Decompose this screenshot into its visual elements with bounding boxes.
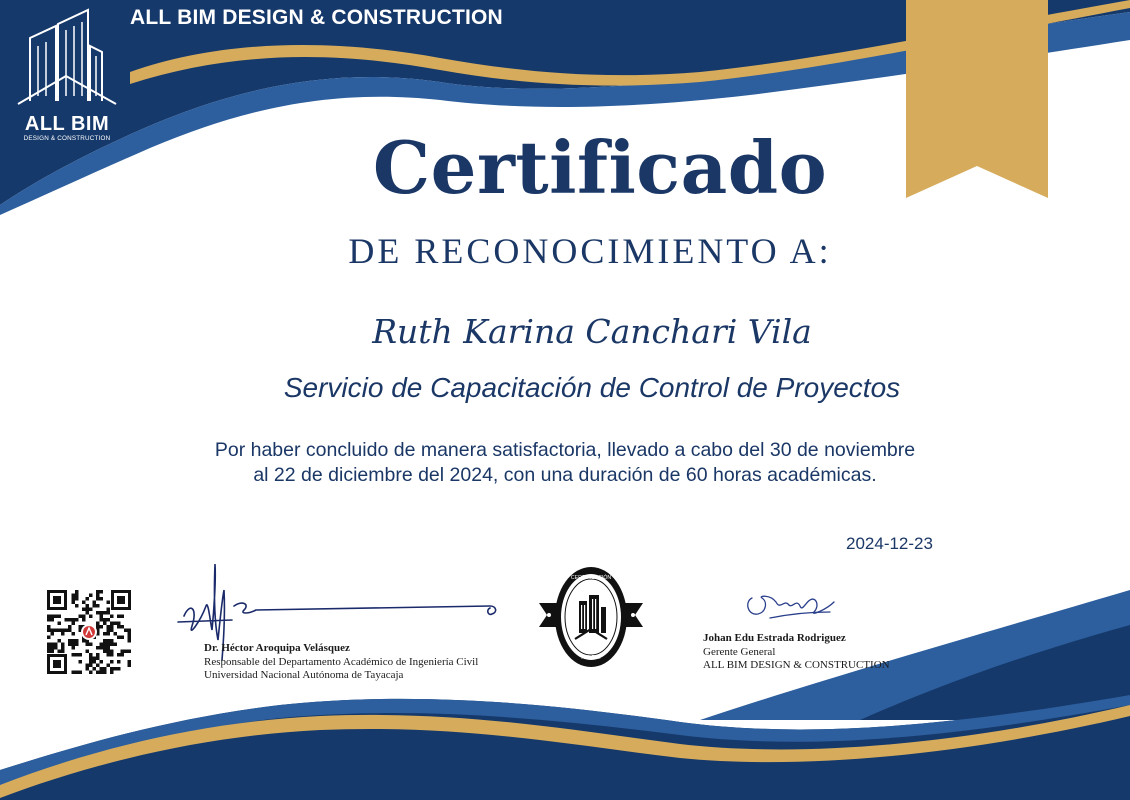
- building-logo-icon: [8, 6, 126, 116]
- qr-module: [89, 671, 93, 675]
- qr-module: [79, 625, 83, 629]
- qr-module: [47, 629, 51, 633]
- qr-module: [114, 632, 118, 636]
- qr-module: [68, 629, 72, 633]
- qr-module: [82, 608, 86, 612]
- qr-module: [128, 660, 132, 664]
- qr-module: [61, 643, 65, 647]
- qr-module: [103, 671, 107, 675]
- signatory-right: [703, 632, 890, 673]
- qr-module: [75, 604, 79, 608]
- qr-module: [100, 611, 104, 615]
- qr-module: [72, 671, 76, 675]
- qr-module: [103, 611, 107, 615]
- qr-module: [100, 597, 104, 601]
- qr-module: [107, 608, 111, 612]
- qr-module: [103, 622, 107, 626]
- qr-module: [68, 618, 72, 622]
- qr-module: [86, 667, 90, 671]
- qr-module: [58, 650, 62, 654]
- course-name: Servicio de Capacitación de Control de Proyectos: [283, 372, 901, 403]
- qr-module: [93, 604, 97, 608]
- qr-module: [107, 632, 111, 636]
- qr-module: [110, 622, 114, 626]
- qr-module: [68, 625, 72, 629]
- qr-module: [47, 636, 51, 640]
- qr-module: [96, 657, 100, 661]
- qr-module: [121, 653, 125, 657]
- qr-module: [75, 653, 79, 657]
- qr-module: [93, 667, 97, 671]
- qr-module: [103, 650, 107, 654]
- qr-module: [110, 671, 114, 675]
- qr-module: [114, 667, 118, 671]
- qr-module: [107, 601, 111, 605]
- qr-module: [75, 590, 79, 594]
- signatory-left: [204, 642, 478, 683]
- qr-module: [82, 618, 86, 622]
- qr-module: [107, 664, 111, 668]
- qr-module: [79, 615, 83, 619]
- qr-module: [54, 643, 58, 647]
- qr-module: [100, 643, 104, 647]
- qr-module: [51, 615, 55, 619]
- qr-module: [72, 653, 76, 657]
- qr-module: [61, 629, 65, 633]
- qr-module: [65, 618, 69, 622]
- qr-module: [54, 629, 58, 633]
- qr-module: [110, 667, 114, 671]
- qr-module: [110, 625, 114, 629]
- qr-module: [110, 615, 114, 619]
- qr-module: [61, 646, 65, 650]
- qr-module: [107, 653, 111, 657]
- qr-module: [107, 618, 111, 622]
- qr-module: [93, 657, 97, 661]
- qr-module: [58, 629, 62, 633]
- qr-module: [96, 611, 100, 615]
- qr-module: [75, 639, 79, 643]
- qr-module: [72, 601, 76, 605]
- qr-module: [51, 632, 55, 636]
- qr-module: [58, 622, 62, 626]
- qr-module: [47, 625, 51, 629]
- qr-module: [58, 639, 62, 643]
- qr-module: [121, 625, 125, 629]
- qr-module: [100, 615, 104, 619]
- qr-module: [117, 615, 121, 619]
- qr-module: [68, 643, 72, 647]
- qr-module: [86, 597, 90, 601]
- qr-module: [96, 664, 100, 668]
- qr-module: [75, 597, 79, 601]
- qr-module: [96, 671, 100, 675]
- qr-module: [65, 629, 69, 633]
- qr-module: [117, 625, 121, 629]
- qr-module: [100, 660, 104, 664]
- qr-module: [86, 664, 90, 668]
- certificate-subtitle: DE RECONOCIMIENTO A:: [348, 231, 832, 271]
- qr-module: [79, 660, 83, 664]
- signatory-left-name: Dr. Héctor Aroquipa Velásquez: [204, 642, 350, 654]
- qr-module: [89, 657, 93, 661]
- qr-module: [107, 639, 111, 643]
- qr-module: [61, 632, 65, 636]
- qr-module: [103, 643, 107, 647]
- company-logo: [8, 6, 126, 146]
- qr-module: [117, 636, 121, 640]
- qr-module: [110, 653, 114, 657]
- qr-module: [100, 625, 104, 629]
- qr-module: [96, 622, 100, 626]
- qr-module: [121, 650, 125, 654]
- logo-tagline: DESIGN & CONSTRUCTION: [23, 135, 111, 142]
- qr-code-icon[interactable]: [47, 590, 131, 674]
- qr-module: [117, 667, 121, 671]
- svg-text:ALL BIM: ALL BIM: [581, 655, 601, 661]
- qr-module: [107, 611, 111, 615]
- qr-module: [107, 646, 111, 650]
- certificate-title: Certificado: [372, 125, 828, 210]
- svg-text:CERTIFICACIÓN: CERTIFICACIÓN: [570, 575, 612, 581]
- qr-module: [68, 639, 72, 643]
- qr-module: [75, 671, 79, 675]
- qr-module: [107, 625, 111, 629]
- certificate-description: [165, 438, 965, 488]
- signatory-left-organization: Universidad Nacional Autónoma de Tayacaja: [204, 669, 404, 681]
- qr-module: [72, 643, 76, 647]
- qr-module: [86, 604, 90, 608]
- signatory-left-role: Responsable del Departamento Académico de Ingeniería Civil: [204, 655, 479, 668]
- qr-module: [128, 650, 132, 654]
- qr-module: [61, 650, 65, 654]
- signature-right: [740, 588, 850, 628]
- qr-module: [117, 660, 121, 664]
- signatory-right-role: Gerente General: [703, 645, 776, 658]
- qr-module: [114, 643, 118, 647]
- qr-module: [103, 667, 107, 671]
- qr-module: [47, 615, 51, 619]
- qr-module: [89, 660, 93, 664]
- qr-module: [72, 639, 76, 643]
- qr-module: [72, 646, 76, 650]
- qr-module: [128, 639, 132, 643]
- gold-ribbon: [906, 0, 1048, 198]
- qr-module: [117, 622, 121, 626]
- qr-module: [72, 618, 76, 622]
- qr-module: [124, 650, 128, 654]
- qr-module: [100, 618, 104, 622]
- qr-module: [96, 597, 100, 601]
- qr-module: [107, 629, 111, 633]
- qr-module: [47, 618, 51, 622]
- qr-module: [100, 667, 104, 671]
- description-line-1: Por haber concluido de manera satisfactoria, llevado a cabo del 30 de noviembre: [214, 439, 916, 461]
- logo-name: ALL BIM: [24, 113, 110, 135]
- qr-module: [47, 643, 51, 647]
- qr-module: [72, 622, 76, 626]
- qr-module: [75, 643, 79, 647]
- qr-module: [100, 671, 104, 675]
- qr-module: [72, 594, 76, 598]
- signatory-right-name: Johan Edu Estrada Rodriguez: [703, 632, 846, 644]
- description-line-2: al 22 de diciembre del 2024, con una duración de 60 horas académicas.: [253, 464, 877, 486]
- qr-module: [54, 615, 58, 619]
- qr-module: [107, 650, 111, 654]
- signatory-right-organization: ALL BIM DESIGN & CONSTRUCTION: [703, 659, 890, 671]
- qr-module: [51, 650, 55, 654]
- qr-module: [96, 625, 100, 629]
- qr-module: [110, 660, 114, 664]
- qr-module: [89, 594, 93, 598]
- qr-module: [128, 629, 132, 633]
- qr-module: [89, 664, 93, 668]
- recipient-name: Ruth Karina Canchari Vila: [372, 312, 812, 351]
- qr-module: [89, 615, 93, 619]
- qr-module: [110, 643, 114, 647]
- qr-module: [114, 622, 118, 626]
- qr-module: [128, 636, 132, 640]
- qr-module: [96, 653, 100, 657]
- qr-module: [93, 660, 97, 664]
- qr-module: [121, 615, 125, 619]
- qr-module: [128, 664, 132, 668]
- qr-module: [110, 650, 114, 654]
- qr-module: [103, 646, 107, 650]
- qr-module: [89, 608, 93, 612]
- qr-module: [79, 671, 83, 675]
- qr-module: [117, 653, 121, 657]
- qr-module: [96, 590, 100, 594]
- qr-module: [51, 646, 55, 650]
- qr-module: [89, 643, 93, 647]
- qr-module: [96, 646, 100, 650]
- digital-seal-icon: [537, 563, 645, 671]
- qr-module: [47, 646, 51, 650]
- qr-module: [110, 629, 114, 633]
- qr-module: [89, 653, 93, 657]
- qr-module: [110, 639, 114, 643]
- qr-module: [72, 632, 76, 636]
- qr-module: [79, 653, 83, 657]
- qr-module: [72, 597, 76, 601]
- qr-module: [86, 611, 90, 615]
- qr-module: [58, 615, 62, 619]
- qr-module: [75, 618, 79, 622]
- qr-module: [103, 632, 107, 636]
- qr-module: [86, 608, 90, 612]
- qr-module: [82, 639, 86, 643]
- qr-module: [82, 601, 86, 605]
- qr-module: [75, 594, 79, 598]
- issue-date: 2024-12-23: [846, 534, 933, 553]
- qr-module: [51, 643, 55, 647]
- qr-module: [124, 629, 128, 633]
- qr-module: [103, 618, 107, 622]
- qr-module: [100, 590, 104, 594]
- qr-module: [82, 615, 86, 619]
- qr-module: [86, 650, 90, 654]
- company-header: ALL BIM DESIGN & CONSTRUCTION: [130, 6, 503, 29]
- qr-module: [128, 632, 132, 636]
- qr-module: [100, 646, 104, 650]
- qr-module: [51, 618, 55, 622]
- qr-module: [51, 629, 55, 633]
- qr-module: [103, 639, 107, 643]
- qr-module: [107, 643, 111, 647]
- qr-module: [96, 604, 100, 608]
- qr-module: [54, 646, 58, 650]
- qr-module: [121, 636, 125, 640]
- qr-module: [86, 643, 90, 647]
- qr-module: [93, 601, 97, 605]
- qr-module: [47, 650, 51, 654]
- qr-module: [96, 594, 100, 598]
